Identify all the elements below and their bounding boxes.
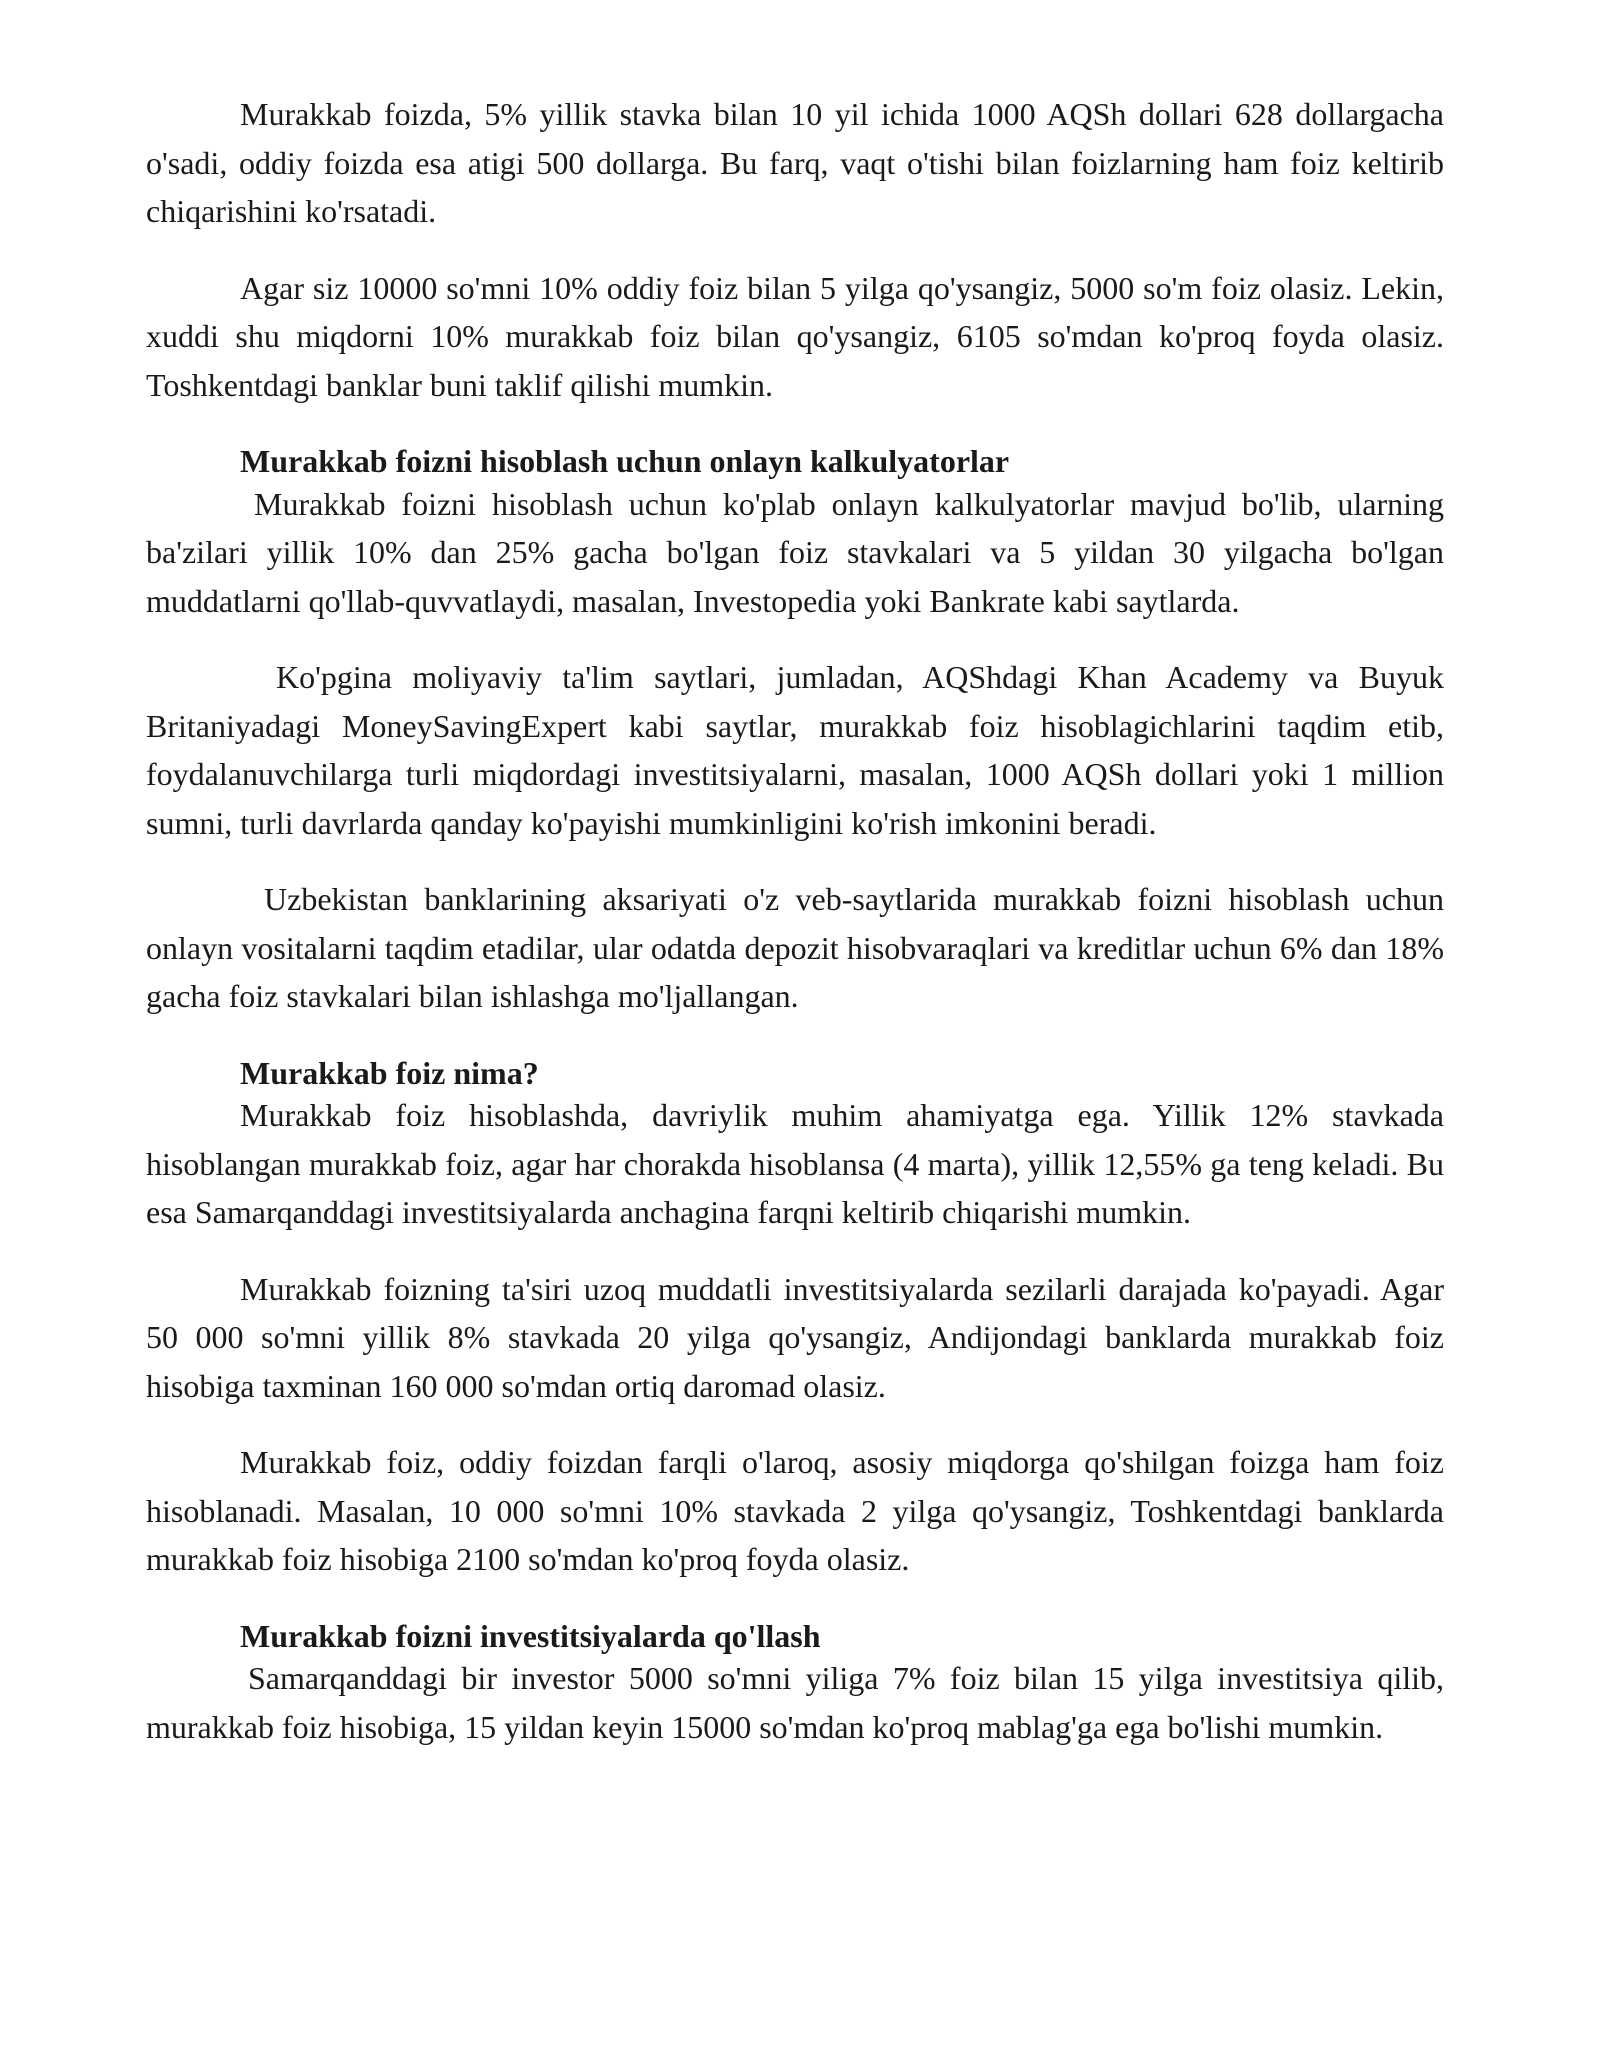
paragraph-investor-example: Samarqanddagi bir investor 5000 so'mni yiliga 7% foiz bilan 15 yilga investitsiya qilib, murakkab foiz hisobiga, 15 yildan keyin 15000 so'mdan ko'proq mablag'ga ega bo'lishi mumkin. — [146, 1660, 1444, 1745]
paragraph-compound-interest-example: Murakkab foizda, 5% yillik stavka bilan 10 yil ichida 1000 AQSh dollari 628 dollargacha o'sadi, oddiy foizda esa atigi 500 dollarga. Bu farq, vaqt o'tishi bilan foizlarning ham foiz keltirib chiqarishini ko'rsatadi. — [146, 96, 1444, 229]
paragraph-periodicity: Murakkab foiz hisoblashda, davriylik muhim ahamiyatga ega. Yillik 12% stavkada hisoblangan murakkab foiz, agar har chorakda hisoblansa (4 marta), yillik 12,55% ga teng keladi. Bu esa Samarqanddagi investitsiyalarda anchagina farqni keltirib chiqarishi mumkin. — [146, 1097, 1444, 1230]
paragraph-uzbek-banks: Uzbekistan banklarining aksariyati o'z veb-saytlarida murakkab foizni hisoblash uchun onlayn vositalarni taqdim etadilar, ular odatda depozit hisobvaraqlari va kreditlar uchun 6% dan 18% gacha foiz stavkalari bilan ishlashga mo'ljallangan. — [146, 881, 1444, 1014]
document-page — [146, 90, 1444, 1751]
paragraph-long-term-effect: Murakkab foizning ta'siri uzoq muddatli investitsiyalarda sezilarli darajada ko'payadi. Agar 50 000 so'mni yillik 8% stavkada 20 yilga qo'ysangiz, Andijondagi banklarda murakkab foiz hisobiga taxminan 160 000 so'mdan ortiq daromad olasiz. — [146, 1270, 1444, 1404]
paragraph-difference-from-simple: Murakkab foiz, oddiy foizdan farqli o'laroq, asosiy miqdorga qo'shilgan foizga ham foiz hisoblanadi. Masalan, 10 000 so'mni 10% stavkada 2 yilga qo'ysangiz, Toshkentdagi banklarda murakkab foiz hisobiga 2100 so'mdan ko'proq foyda olasiz. — [146, 1444, 1444, 1577]
paragraph-education-sites: Ko'pgina moliyaviy ta'lim saytlari, jumladan, AQShdagi Khan Academy va Buyuk Britaniyadagi MoneySavingExpert kabi saytlar, murakkab foiz hisoblagichlarini taqdim etib, foydalanuvchilarga turli miqdordagi investitsiyalarni, masalan, 1000 AQSh dollari yoki 1 million sumni, turli davrlarda qanday ko'payishi mumkinligini ko'rish imkonini beradi. — [146, 659, 1444, 841]
heading-online-calculators: Murakkab foizni hisoblash uchun onlayn kalkulyatorlar — [240, 443, 1010, 479]
heading-investment-application: Murakkab foizni investitsiyalarda qo'llash — [240, 1617, 821, 1654]
heading-what-is-compound-interest: Murakkab foiz nima? — [240, 1054, 539, 1091]
paragraph-simple-vs-compound: Agar siz 10000 so'mni 10% oddiy foiz bilan 5 yilga qo'ysangiz, 5000 so'm foiz olasiz. Lekin, xuddi shu miqdorni 10% murakkab foiz bilan qo'ysangiz, 6105 so'mdan ko'proq foyda olasiz. Toshkentdagi banklar buni taklif qilishi mumkin. — [146, 269, 1444, 403]
paragraph-online-calculators: Murakkab foizni hisoblash uchun ko'plab onlayn kalkulyatorlar mavjud bo'lib, ularning ba'zilari yillik 10% dan 25% gacha bo'lgan foiz stavkalari va 5 yildan 30 yilgacha bo'lgan muddatlarni qo'llab-quvvatlaydi, masalan, Investopedia yoki Bankrate kabi saytlarda. — [146, 485, 1444, 619]
